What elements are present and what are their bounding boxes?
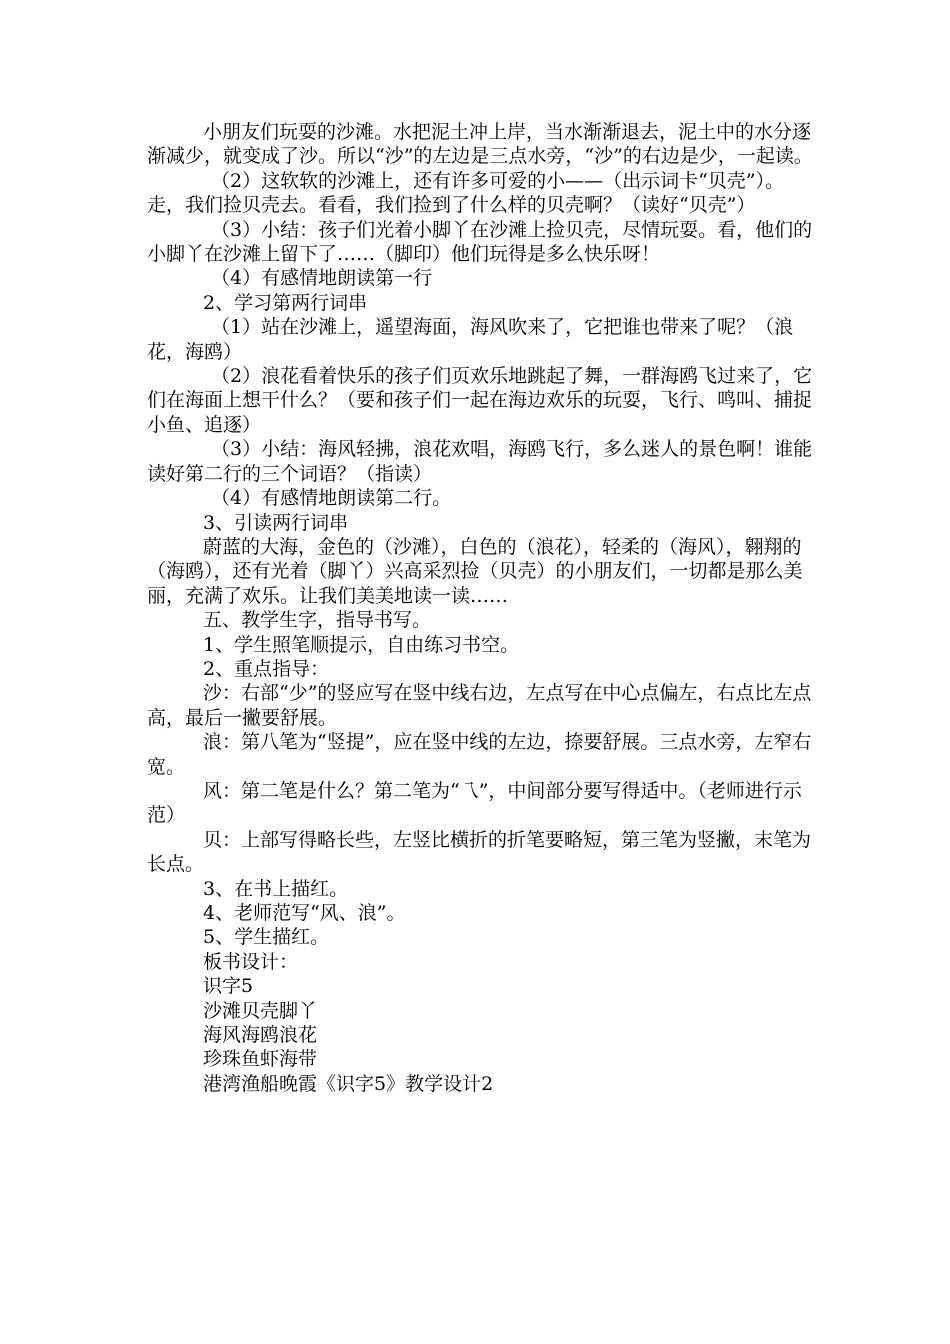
heading-study-line-two: 2、学习第两行词串 <box>203 291 368 314</box>
heading-teach-characters: 五、教学生字，指导书写。 <box>203 609 432 632</box>
paragraph-blue-sea: 蔚蓝的大海，金色的（沙滩），白色的（浪花），轻柔的（海风），翱翔的（海鸥），还有光着（脚丫）兴高采烈捡（贝壳）的小朋友们，一切都是那么美丽，充满了欢乐。让我们美美地读一读…… <box>147 535 803 607</box>
paragraph-summary-footprints: （3）小结：孩子们光着小脚丫在沙滩上捡贝壳，尽情玩耍。看，他们的小脚丫在沙滩上留下了……（脚印）他们玩得是多么快乐呀！ <box>147 218 813 266</box>
paragraph-sea-wind: （1）站在沙滩上，遥望海面，海风吹来了，它把谁也带来了呢？（浪花，海鸥） <box>147 316 794 363</box>
board-line-one: 沙滩贝壳脚丫 <box>203 999 318 1022</box>
paragraph-char-bei: 贝：上部写得略长些，左竖比横折的折笔要略短，第三笔为竖撇，末笔为长点。 <box>147 828 812 876</box>
board-line-two: 海风海鸥浪花 <box>203 1024 318 1047</box>
paragraph-summary-scenery: （3）小结：海风轻拂，浪花欢唱，海鸥飞行，多么迷人的景色啊！谁能读好第二行的三个词语？（指读） <box>147 438 813 485</box>
paragraph-teacher-demo: 4、老师范写“风、浪”。 <box>203 902 406 924</box>
board-line-four: 港湾渔船晚霞《识字5》教学设计2 <box>203 1072 494 1095</box>
board-title: 识字5 <box>203 975 254 998</box>
paragraph-stroke-practice: 1、学生照笔顺提示，自由练习书空。 <box>203 633 520 656</box>
paragraph-key-guidance: 2、重点指导： <box>203 657 330 680</box>
paragraph-char-lang: 浪：第八笔为“竖提”，应在竖中线的左边，捺要舒展。三点水旁，左窄右宽。 <box>147 731 812 778</box>
paragraph-read-line-one: （4）有感情地朗读第一行 <box>211 267 433 290</box>
paragraph-trace-in-book: 3、在书上描红。 <box>203 877 349 900</box>
board-line-three: 珍珠鱼虾海带 <box>203 1048 318 1071</box>
paragraph-char-sha: 沙：右部“少”的竖应写在竖中线右边，左点写在中心点偏左，右点比左点高，最后一撇要舒展。 <box>147 682 812 729</box>
paragraph-read-line-two: （4）有感情地朗读第二行。 <box>211 487 452 510</box>
heading-board-design: 板书设计： <box>203 950 299 973</box>
paragraph-char-feng: 风：第二笔是什么？第二笔为“乁”，中间部分要写得适中。（老师进行示范） <box>147 779 802 827</box>
document-body <box>147 120 817 1096</box>
paragraph-sand-explanation: 小朋友们玩耍的沙滩。水把泥土冲上岸，当水渐渐退去，泥土中的水分逐渐减少，就变成了沙。所以“沙”的左边是三点水旁，“沙”的右边是少，一起读。 <box>147 121 813 168</box>
paragraph-shells: （2）这软软的沙滩上，还有许多可爱的小——（出示词卡“贝壳”）。走，我们捡贝壳去。看看，我们捡到了什么样的贝壳啊？（读好“贝壳”） <box>147 169 785 217</box>
heading-guided-reading: 3、引读两行词串 <box>203 511 349 534</box>
paragraph-students-trace: 5、学生描红。 <box>203 926 330 949</box>
paragraph-waves-seagulls: （2）浪花看着快乐的孩子们页欢乐地跳起了舞，一群海鸥飞过来了，它们在海面上想干什么？（要和孩子们一起在海边欢乐的玩耍，飞行、鸣叫、捕捉小鱼、追逐） <box>147 365 813 436</box>
